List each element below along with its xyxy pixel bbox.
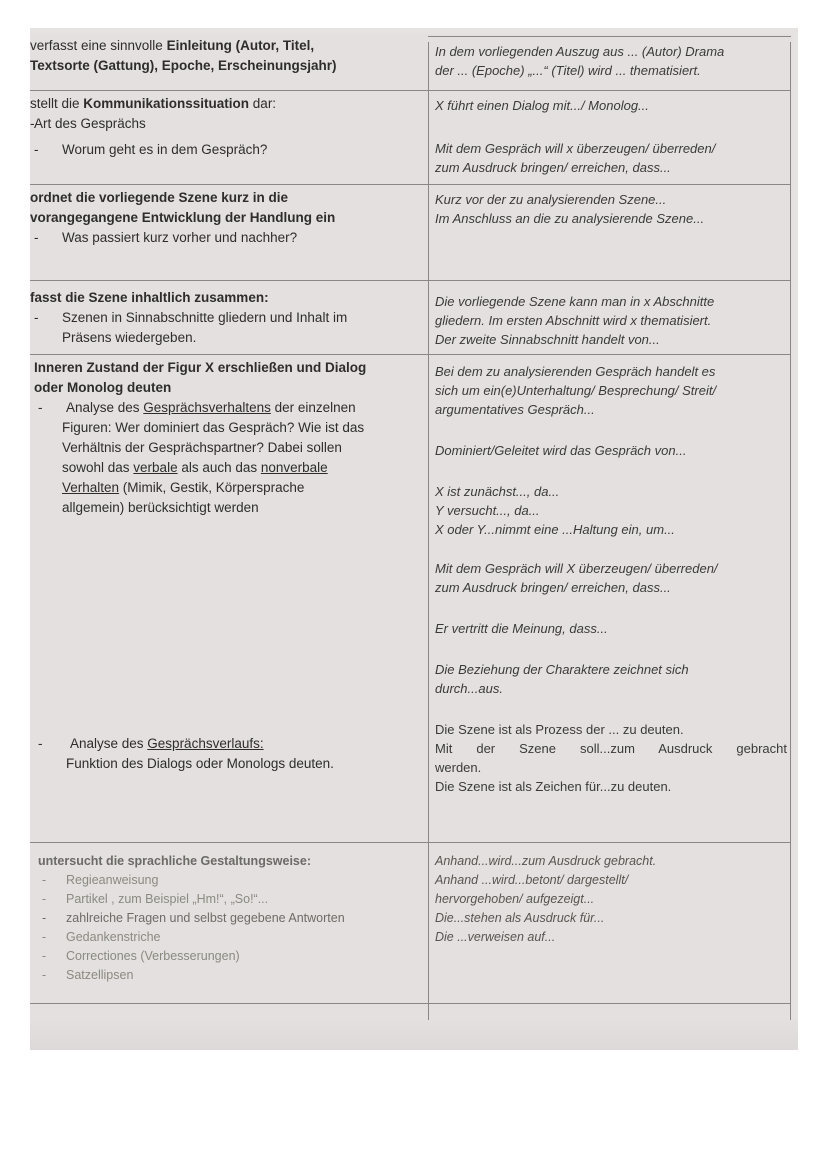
phrase-line: Anhand ...wird...betont/ dargestellt/ <box>435 873 629 887</box>
task-keyword: Kommunikationssituation <box>83 96 250 111</box>
phrase-line: werden. <box>435 760 482 775</box>
dash-marker: - <box>38 736 43 751</box>
phrase-line: Die Beziehung der Charaktere zeichnet sich <box>435 662 689 677</box>
phrase-line: X ist zunächst..., da... <box>435 484 560 499</box>
task-subitem: Gedankenstriche <box>66 930 161 944</box>
task-subitem: Satzellipsen <box>66 968 134 982</box>
task-cell <box>34 358 422 774</box>
task-keyword: Gesprächsverlaufs: <box>147 736 264 751</box>
task-text: Inneren Zustand der Figur X erschließen und Dialog <box>34 360 367 375</box>
phrase-line: Er vertritt die Meinung, dass... <box>435 621 608 636</box>
dash-marker: - <box>42 911 47 925</box>
task-cell: stellt die Kommunikationssituation dar: - Art des Gesprächs - Worum geht es in dem Gespräch? <box>30 94 418 160</box>
task-text: untersucht die sprachliche Gestaltungsweise: <box>38 854 311 868</box>
phrase-line: durch...aus. <box>435 681 503 696</box>
phrase-line: zum Ausdruck bringen/ erreichen, dass... <box>435 580 671 595</box>
phrase-line: X oder Y...nimmt eine ...Haltung ein, um... <box>435 522 675 537</box>
task-cell <box>38 852 426 985</box>
dash-marker: - <box>42 930 47 944</box>
task-cell <box>30 288 418 348</box>
row-divider <box>30 842 791 843</box>
task-cell <box>30 188 418 248</box>
phrase-cell <box>435 190 787 228</box>
phrase-line: gliedern. Im ersten Abschnitt wird x thematisiert. <box>435 313 712 328</box>
worksheet-table <box>30 34 792 1030</box>
task-text: ordnet die vorliegende Szene kurz in die <box>30 190 289 205</box>
phrase-cell <box>435 96 787 177</box>
task-subitem: (Mimik, Gestik, Körpersprache <box>119 480 305 495</box>
task-keyword: Gesprächsverhaltens <box>143 400 271 415</box>
task-subitem: Szenen in Sinnabschnitte gliedern und Inhalt im <box>62 310 348 325</box>
phrase-line: In dem vorliegenden Auszug aus ... (Autor) Drama <box>435 44 725 59</box>
phrase-line: argumentatives Gespräch... <box>435 402 595 417</box>
phrase-line: zum Ausdruck bringen/ erreichen, dass... <box>435 160 671 175</box>
task-subitem: Regieanweisung <box>66 873 159 887</box>
task-subitem: Was passiert kurz vorher und nachher? <box>62 230 298 245</box>
phrase-line: Y versucht..., da... <box>435 503 540 518</box>
task-keyword: verbale <box>133 460 178 475</box>
task-text: verfasst eine sinnvolle <box>30 38 167 53</box>
table-right-border <box>790 42 791 1030</box>
phrase-line: Kurz vor der zu analysierenden Szene... <box>435 192 667 207</box>
task-subitem: zahlreiche Fragen und selbst gegebene Antworten <box>66 911 345 925</box>
row-divider <box>30 354 791 355</box>
phrase-line: sich um ein(e)Unterhaltung/ Besprechung/ Streit/ <box>435 383 717 398</box>
dash-marker: - <box>42 892 47 906</box>
phrase-line: Die Szene ist als Prozess der ... zu deuten. <box>435 722 684 737</box>
phrase-line: Mit dem Gespräch will X überzeugen/ überreden/ <box>435 561 718 576</box>
task-keyword: Einleitung (Autor, Titel, <box>166 38 315 53</box>
row-divider <box>428 36 791 37</box>
phrase-line: Die...stehen als Ausdruck für... <box>435 911 605 925</box>
task-subitem: Worum geht es in dem Gespräch? <box>62 142 268 157</box>
dash-marker: - <box>34 310 39 325</box>
task-keyword: nonverbale <box>260 460 328 475</box>
phrase-cell <box>435 292 787 349</box>
dash-marker: - <box>34 230 39 245</box>
phrase-line: Mit dem Gespräch will x überzeugen/ überreden/ <box>435 141 716 156</box>
task-subitem: Correctiones (Verbesserungen) <box>66 949 240 963</box>
document-page <box>30 28 798 1050</box>
task-keyword: Verhalten <box>62 480 120 495</box>
dash-marker: - <box>42 949 47 963</box>
phrase-line: Die Szene ist als Zeichen für...zu deuten. <box>435 779 672 794</box>
task-subitem: Partikel , zum Beispiel „Hm!“, „So!“... <box>66 892 269 906</box>
task-subitem: Analyse des <box>66 400 144 415</box>
task-cell <box>30 36 418 76</box>
row-divider <box>30 184 791 185</box>
phrase-line: Im Anschluss an die zu analysierende Szene... <box>435 211 705 226</box>
task-subitem: Präsens wiedergeben. <box>62 330 197 345</box>
task-subitem: Figuren: Wer dominiert das Gespräch? Wie ist das <box>62 420 365 435</box>
phrase-line: Der zweite Sinnabschnitt handelt von... <box>435 332 660 347</box>
phrase-line: Die vorliegende Szene kann man in x Abschnitte <box>435 294 715 309</box>
phrase-cell <box>435 362 787 796</box>
task-subitem: als auch das <box>177 460 261 475</box>
task-subitem: Analyse des <box>70 736 148 751</box>
task-subitem: Art des Gesprächs <box>34 116 146 131</box>
phrase-line: Bei dem zu analysierenden Gespräch handelt es <box>435 364 716 379</box>
phrase-line: der ... (Epoche) „...“ (Titel) wird ... thematisiert. <box>435 63 701 78</box>
row-divider <box>30 280 791 281</box>
row-divider <box>30 90 791 91</box>
task-subitem: Funktion des Dialogs oder Monologs deuten. <box>66 756 334 771</box>
column-divider <box>428 42 429 1030</box>
task-text: dar: <box>249 96 277 111</box>
task-text: Textsorte (Gattung), Epoche, Erscheinungsjahr) <box>30 58 337 73</box>
dash-marker: - <box>34 142 39 157</box>
phrase-line: Mit der Szene soll...zum Ausdruck gebracht <box>435 741 787 756</box>
task-text: vorangegangene Entwicklung der Handlung ein <box>30 210 336 225</box>
row-divider <box>30 1003 791 1004</box>
phrase-cell <box>435 42 787 80</box>
dash-marker: - <box>42 873 47 887</box>
task-subitem: der einzelnen <box>270 400 356 415</box>
task-subitem: allgemein) berücksichtigt werden <box>62 500 259 515</box>
task-subitem: Verhältnis der Gesprächspartner? Dabei sollen <box>62 440 342 455</box>
task-text: stellt die <box>30 96 84 111</box>
page-bottom-shadow <box>30 1020 798 1050</box>
phrase-line: Dominiert/Geleitet wird das Gespräch von... <box>435 443 687 458</box>
task-subitem: sowohl das <box>62 460 134 475</box>
dash-marker: - <box>42 968 47 982</box>
phrase-line: hervorgehoben/ aufgezeigt... <box>435 892 595 906</box>
task-text: fasst die Szene inhaltlich zusammen: <box>30 290 269 305</box>
dash-marker: - <box>38 400 43 415</box>
phrase-cell <box>435 852 787 947</box>
phrase-line: X führt einen Dialog mit.../ Monolog... <box>435 98 649 113</box>
task-text: oder Monolog deuten <box>34 380 172 395</box>
phrase-line: Die ...verweisen auf... <box>435 930 556 944</box>
phrase-line: Anhand...wird...zum Ausdruck gebracht. <box>435 854 657 868</box>
